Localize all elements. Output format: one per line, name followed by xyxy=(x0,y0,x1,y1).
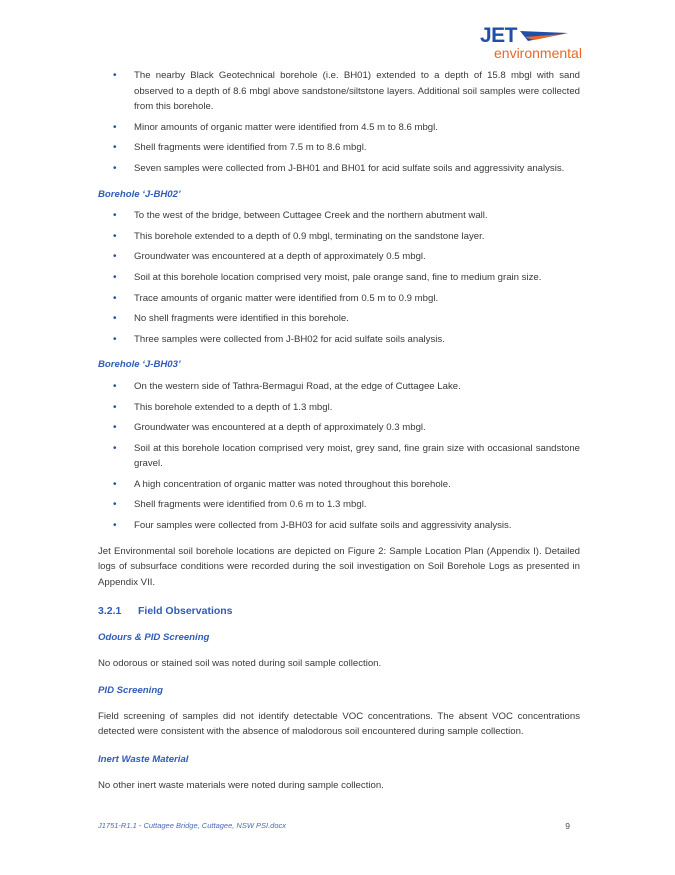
bullet-icon: • xyxy=(113,271,117,283)
inert-heading: Inert Waste Material xyxy=(98,754,189,765)
company-logo xyxy=(480,26,590,66)
list-item: • Groundwater was encountered at a depth of approximately 0.5 mbgl. xyxy=(98,249,580,265)
bullet-icon: • xyxy=(113,422,117,434)
list-item: • This borehole extended to a depth of 1.3 mbgl. xyxy=(98,400,580,416)
list-item: • This borehole extended to a depth of 0.9 mbgl, terminating on the sandstone layer. xyxy=(98,229,580,245)
list-item: • Groundwater was encountered at a depth of approximately 0.3 mbgl. xyxy=(98,420,580,436)
list-item: • On the western side of Tathra-Bermagui Road, at the edge of Cuttagee Lake. xyxy=(98,379,580,395)
page-footer xyxy=(98,821,580,830)
list-item: • The nearby Black Geotechnical borehole (i.e. BH01) extended to a depth of 15.8 mbgl with sand observed to a depth of 8.6 mbgl above sandstone/siltstone layers. Additional soil samples were collected from this borehole. xyxy=(113,70,580,113)
bullet-icon: • xyxy=(113,313,117,325)
odours-text: No odorous or stained soil was noted during soil sample collection. xyxy=(98,657,382,669)
list-item: • Shell fragments were identified from 7.5 m to 8.6 mbgl. xyxy=(98,140,580,156)
logo-plane-icon xyxy=(520,29,568,43)
bullet-icon: • xyxy=(113,442,117,454)
list-item: • Shell fragments were identified from 0.6 m to 1.3 mbgl. xyxy=(98,497,580,513)
bh02-bullet-list xyxy=(98,208,580,347)
page-number: 9 xyxy=(565,821,570,831)
list-item: • Seven samples were collected from J-BH01 and BH01 for acid sulfate soils and aggressivity analysis. xyxy=(98,161,580,177)
bullet-icon: • xyxy=(113,142,117,154)
list-item: • Three samples were collected from J-BH02 for acid sulfate soils analysis. xyxy=(98,332,580,348)
bh03-heading: Borehole ‘J-BH03’ xyxy=(98,359,181,371)
bullet-icon: • xyxy=(113,478,117,490)
list-item: • No shell fragments were identified in this borehole. xyxy=(98,311,580,327)
document-body xyxy=(98,68,580,793)
bullet-icon: • xyxy=(113,162,117,174)
list-item: • Soil at this borehole location comprised very moist, grey sand, fine grain size with occasional sandstone gravel. xyxy=(113,442,580,470)
bullet-icon: • xyxy=(113,121,117,133)
list-item: • Trace amounts of organic matter were identified from 0.5 m to 0.9 mbgl. xyxy=(98,291,580,307)
pid-heading: PID Screening xyxy=(98,685,164,697)
list-item: • To the west of the bridge, between Cuttagee Creek and the northern abutment wall. xyxy=(98,208,580,224)
logo-primary-text: JET xyxy=(480,24,518,47)
bullet-icon: • xyxy=(113,380,117,392)
bullet-icon: • xyxy=(113,292,117,304)
bullet-icon: • xyxy=(113,210,117,222)
summary-paragraph: Jet Environmental soil borehole locations are depicted on Figure 2: Sample Location Plan (Appendix I). Detailed logs of subsurface conditions were recorded during the soil investigation on Soil Borehole Logs as presented in Appendix VII. xyxy=(98,545,580,588)
bullet-icon: • xyxy=(113,70,117,81)
bullet-icon: • xyxy=(113,230,117,242)
pid-text: Field screening of samples did not identify detectable VOC concentrations. The absent VOC concentrations detected were consistent with the absence of malodorous soil encountered during sample collection. xyxy=(98,710,580,738)
bh01-bullet-list xyxy=(98,68,580,177)
list-item: • Soil at this borehole location comprised very moist, pale orange sand, fine to medium grain size. xyxy=(98,270,580,286)
section-title: Field Observations xyxy=(138,605,233,618)
section-heading xyxy=(98,604,580,620)
bullet-icon: • xyxy=(113,401,117,413)
bullet-icon: • xyxy=(113,499,117,511)
bullet-icon: • xyxy=(113,251,117,263)
bh03-bullet-list xyxy=(98,379,580,534)
footer-document-name: J1751-R1.1 - Cuttagee Bridge, Cuttagee, NSW PSI.docx xyxy=(98,821,287,830)
odours-heading: Odours & PID Screening xyxy=(98,632,210,644)
inert-text: No other inert waste materials were noted during sample collection. xyxy=(98,779,384,791)
list-item: • Minor amounts of organic matter were identified from 4.5 m to 8.6 mbgl. xyxy=(98,120,580,136)
bullet-icon: • xyxy=(113,520,117,532)
logo-secondary-text: environmental xyxy=(494,45,582,61)
bh02-heading: Borehole ‘J-BH02’ xyxy=(98,188,181,200)
section-number: 3.2.1 xyxy=(98,605,122,618)
list-item: • A high concentration of organic matter was noted throughout this borehole. xyxy=(98,477,580,493)
list-item: • Four samples were collected from J-BH03 for acid sulfate soils and aggressivity analysis. xyxy=(98,518,580,534)
bullet-icon: • xyxy=(113,333,117,345)
